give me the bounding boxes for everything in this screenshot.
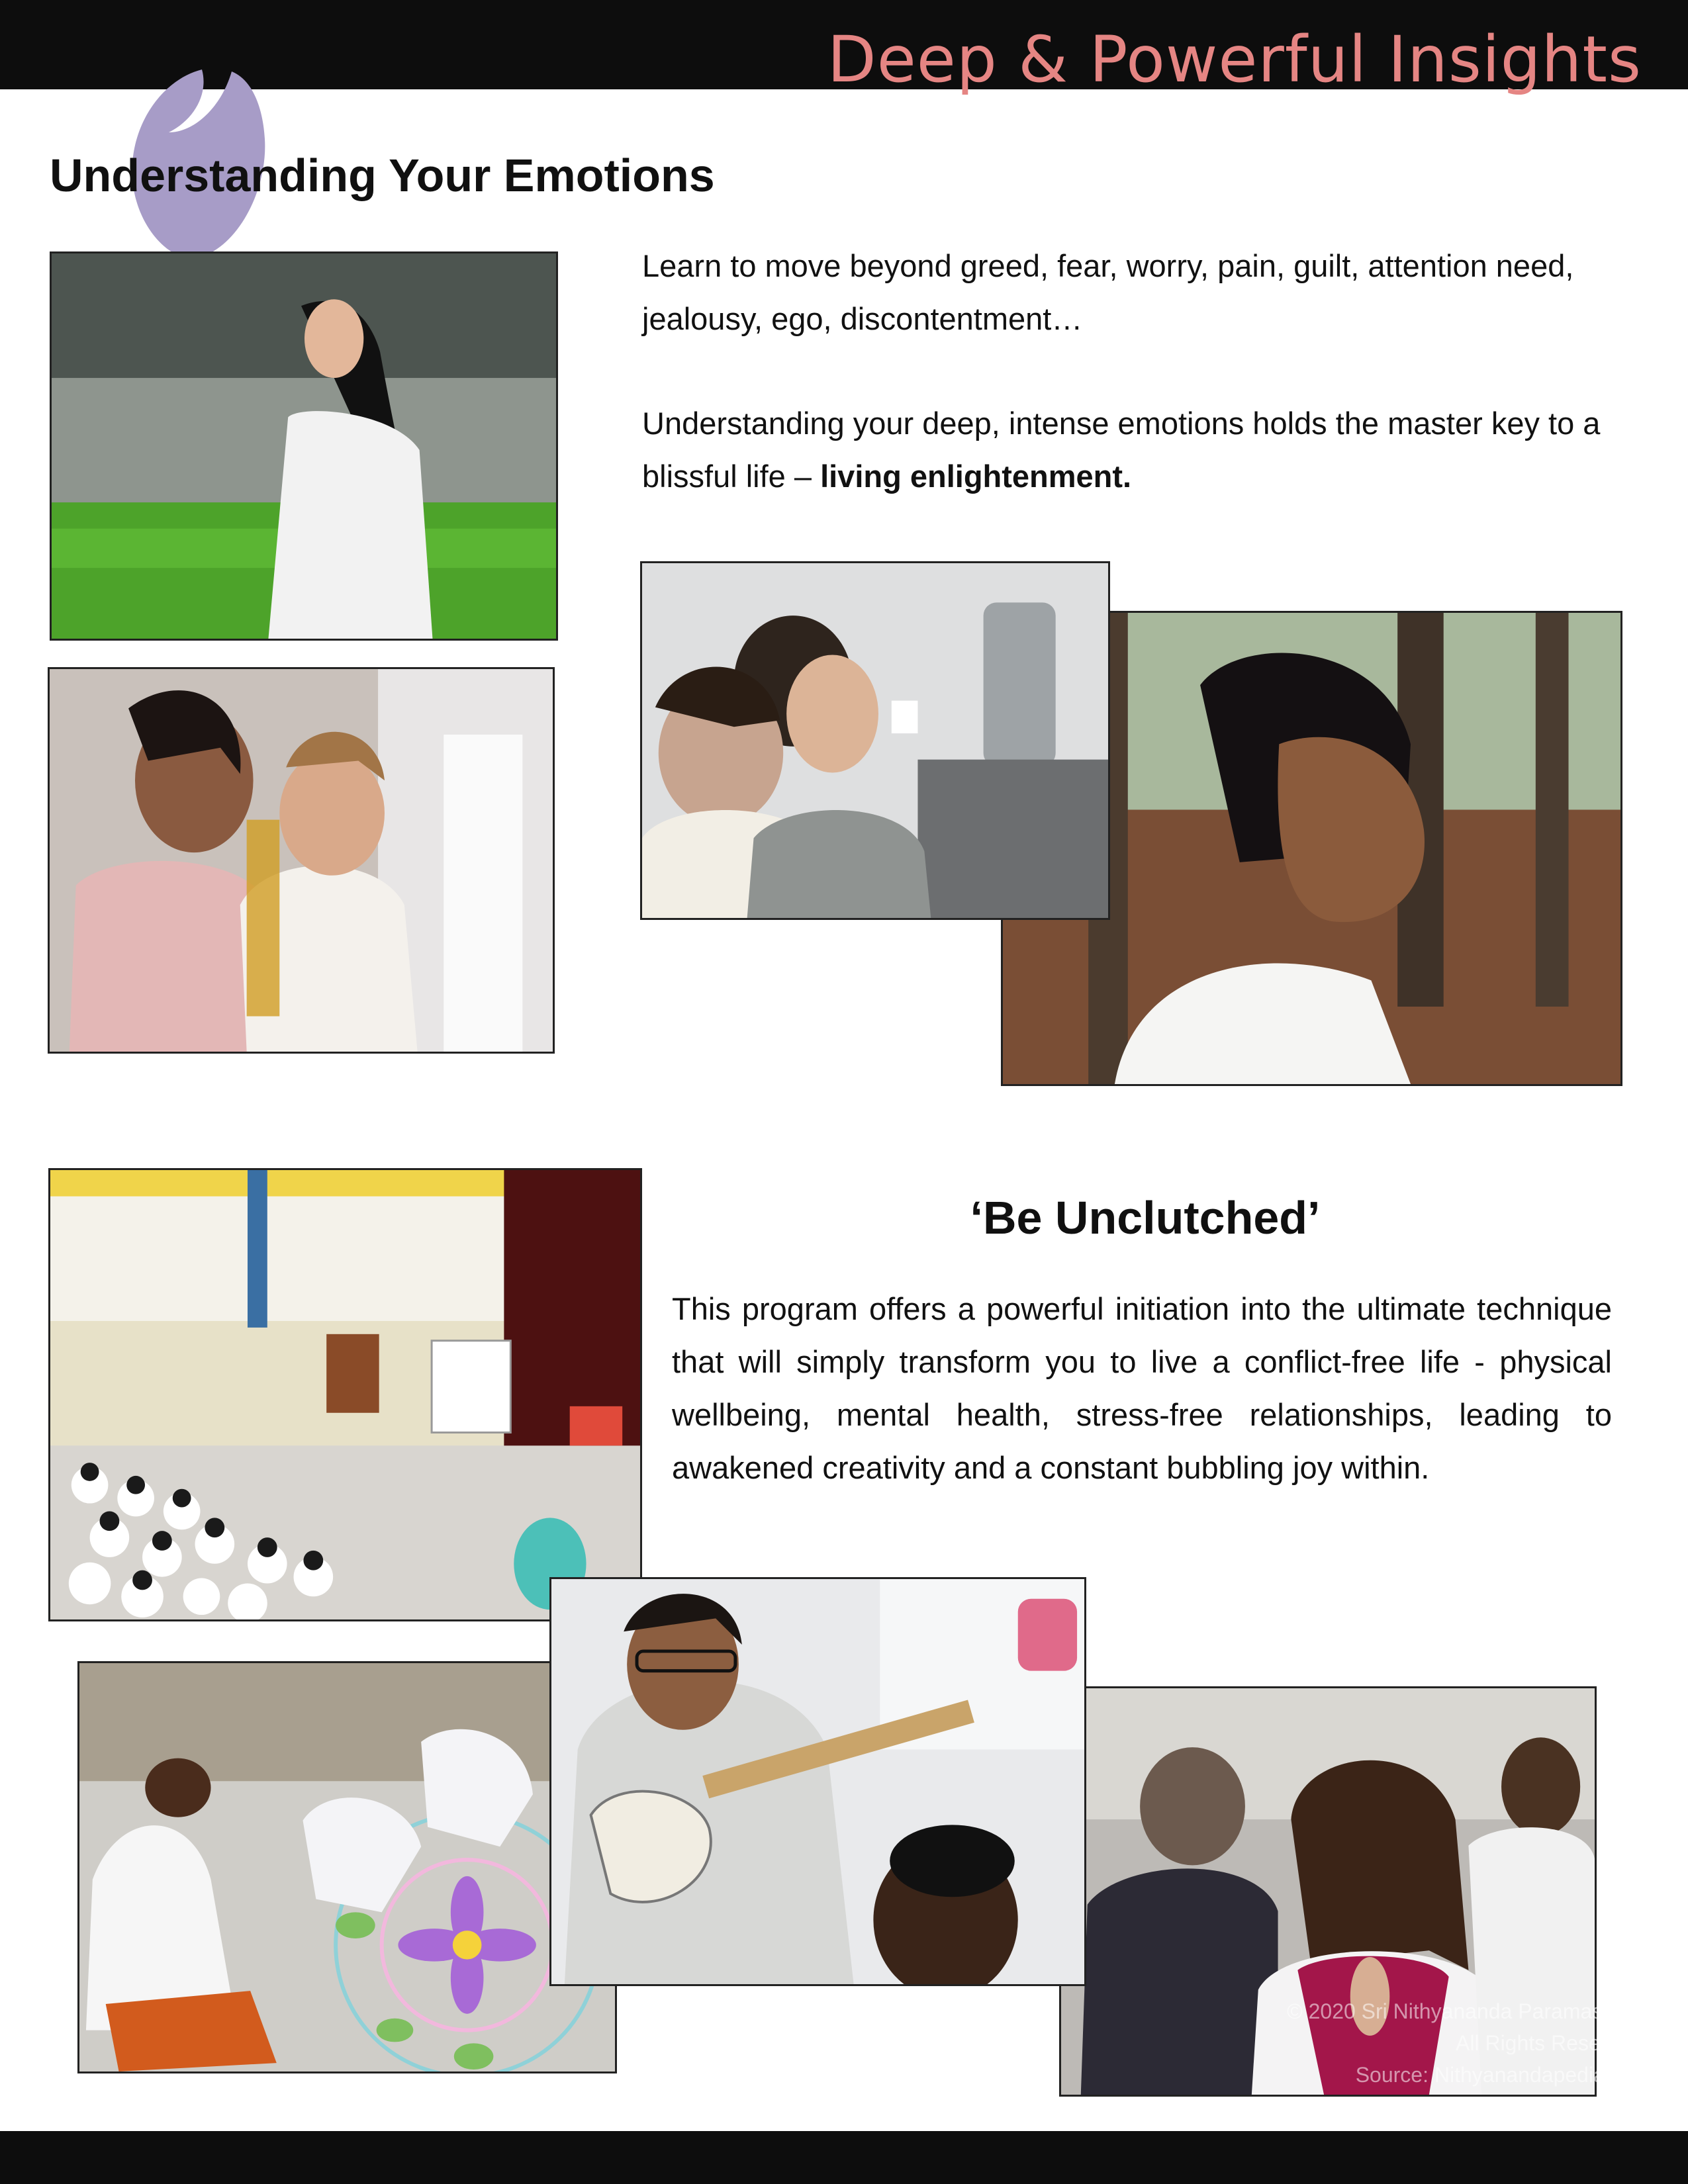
photo-woman-profile	[50, 251, 558, 641]
photo-meditation-hall	[48, 1168, 642, 1621]
emotions-paragraph-1: Learn to move beyond greed, fear, worry, pain, guilt, attention need, jealousy, ego, discontentment…	[642, 248, 1574, 336]
photo-participants-drinking	[640, 561, 1110, 920]
section-title-emotions: Understanding Your Emotions	[50, 150, 715, 201]
copyright-watermark	[1192, 1995, 1642, 2091]
section-title-be-unclutched: ‘Be Unclutched’	[970, 1192, 1321, 1244]
photo-smiling-women	[48, 667, 555, 1054]
emotions-paragraph-2-text: Understanding your deep, intense emotions holds the master key to a blissful life –	[642, 406, 1601, 494]
photo-guitar-player	[549, 1577, 1086, 1986]
emotions-paragraph-2	[642, 397, 1635, 503]
unclutched-paragraph: This program offers a powerful initiation into the ultimate technique that will simply transform you to live a conflict-free life - physical wellbeing, mental health, stress-free relationships, leading to awakened creativity and a constant bubbling joy within.	[672, 1291, 1612, 1485]
copyright-line-3: Source: Nithyanandapedia.org	[1355, 2063, 1642, 2087]
copyright-line-1: © 2020 Sri Nithyananda Paramashiva	[1287, 1999, 1642, 2023]
copyright-line-2: All Rights Reserved	[1456, 2031, 1642, 2055]
page-header-title: Deep & Powerful Insights	[827, 23, 1642, 97]
emotions-paragraph-2-bold: living enlightenment.	[820, 459, 1132, 494]
photo-rangoli	[77, 1661, 617, 2073]
bottom-bar	[0, 2131, 1688, 2184]
